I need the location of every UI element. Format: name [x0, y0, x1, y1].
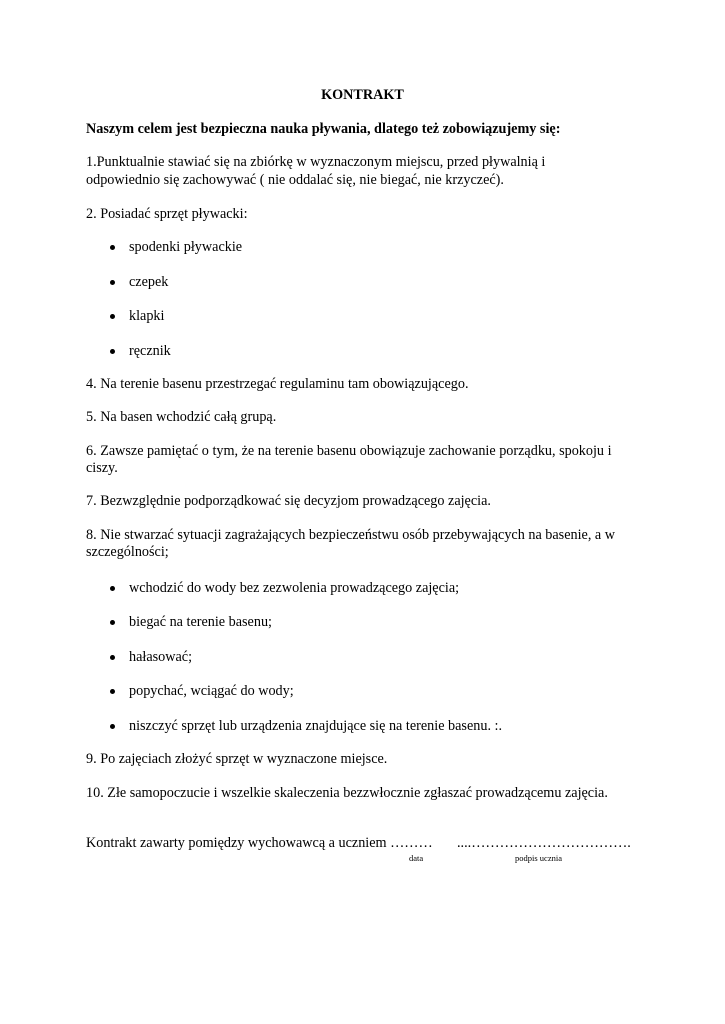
point-5-text: 5. Na basen wchodzić całą grupą.	[86, 409, 277, 425]
bullet-icon	[110, 349, 115, 354]
bullet-icon	[110, 280, 115, 285]
bullet-icon	[110, 689, 115, 694]
intro-text: Naszym celem jest bezpieczna nauka pływania, dlatego też zobowiązujemy się:	[86, 121, 561, 137]
point-1-line-1: 1.Punktualnie stawiać się na zbiórkę w wyznaczonym miejscu, przed pływalnią i	[86, 154, 546, 170]
point-6-line-1: 6. Zawsze pamiętać o tym, że na terenie basenu obowiązuje zachowanie porządku, spokoju i	[86, 443, 612, 459]
bullet-icon	[110, 724, 115, 729]
list-item: hałasować;	[129, 649, 193, 665]
bullet-icon	[110, 314, 115, 319]
point-4-text: 4. Na terenie basenu przestrzegać regulaminu tam obowiązującego.	[86, 376, 469, 392]
list-item: spodenki pływackie	[129, 239, 243, 255]
signature-line-text: Kontrakt zawarty pomiędzy wychowawcą a uczniem ………	[86, 835, 433, 851]
list-item: wchodzić do wody bez zezwolenia prowadzącego zajęcia;	[129, 580, 460, 596]
list-item: popychać, wciągać do wody;	[129, 683, 294, 699]
bullet-icon	[110, 245, 115, 250]
point-1-line-2: odpowiednio się zachowywać ( nie oddalać się, nie biegać, nie krzyczeć).	[86, 172, 504, 188]
point-8-line-1: 8. Nie stwarzać sytuacji zagrażających bezpieczeństwu osób przebywających na basenie, a w	[86, 527, 616, 543]
bullet-icon	[110, 620, 115, 625]
list-item: klapki	[129, 308, 165, 324]
list-item: ręcznik	[129, 343, 171, 359]
point-6-line-2: ciszy.	[86, 460, 118, 476]
bullet-icon	[110, 586, 115, 591]
date-label: data	[409, 853, 424, 863]
point-2-text: 2. Posiadać sprzęt pływacki:	[86, 206, 248, 222]
point-8-line-2: szczególności;	[86, 544, 169, 560]
document-title: KONTRAKT	[321, 87, 404, 103]
bullet-icon	[110, 655, 115, 660]
point-7-text: 7. Bezwzględnie podporządkować się decyzjom prowadzącego zajęcia.	[86, 493, 491, 509]
signature-label: podpis ucznia	[515, 853, 562, 863]
list-item: niszczyć sprzęt lub urządzenia znajdujące się na terenie basenu. :.	[129, 718, 503, 734]
list-item: biegać na terenie basenu;	[129, 614, 272, 630]
list-item: czepek	[129, 274, 169, 290]
point-10-text: 10. Złe samopoczucie i wszelkie skaleczenia bezzwłocznie zgłaszać prowadzącemu zajęcia.	[86, 785, 608, 801]
point-9-text: 9. Po zajęciach złożyć sprzęt w wyznaczone miejsce.	[86, 751, 388, 767]
signature-dots: ....…………………………….	[457, 835, 631, 851]
